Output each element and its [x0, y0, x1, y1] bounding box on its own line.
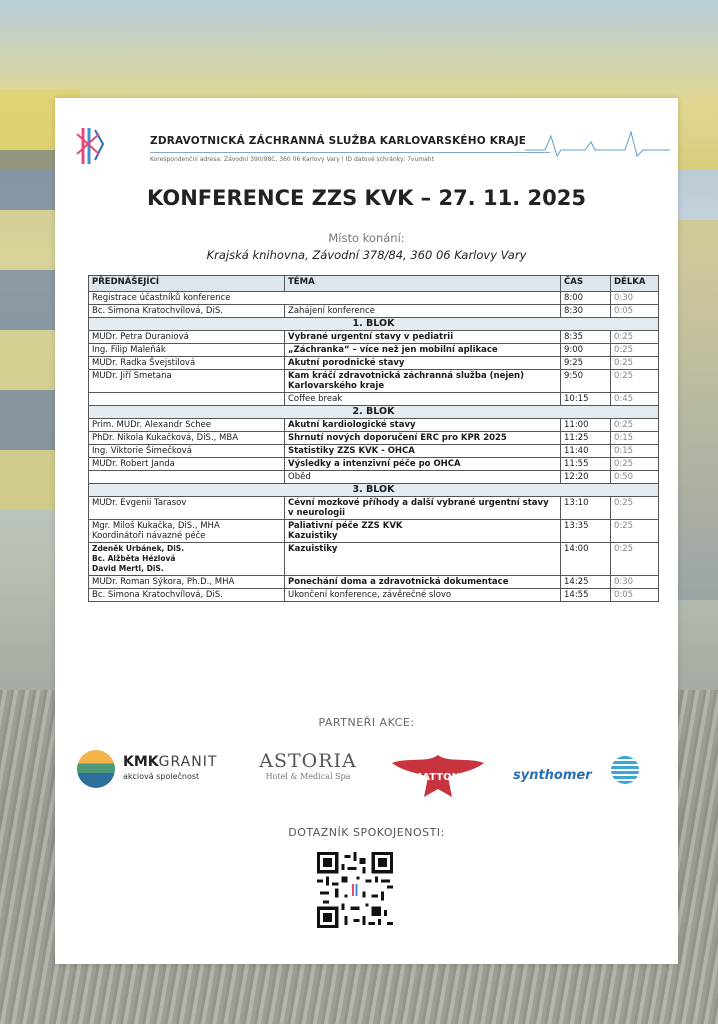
speaker-cell: PhDr. Nikola Kukačková, DiS., MBA	[89, 432, 285, 445]
speaker-cell-empty	[89, 471, 285, 484]
topic-cell: Ukončení konference, závěrečné slovo	[285, 589, 561, 602]
table-row	[89, 331, 659, 344]
duration-cell: 0:15	[611, 432, 659, 445]
speaker-cell: MUDr. Jiří Smetana	[89, 370, 285, 393]
time-cell: 8:30	[561, 305, 611, 318]
time-cell: 11:25	[561, 432, 611, 445]
speaker-line: Mgr. Miloš Kukačka, DiS., MHA	[92, 521, 220, 531]
topic-cell: Kam kráčí zdravotnická záchranná služba (nejen) Karlovarského kraje	[285, 370, 561, 393]
topic-cell: Vybrané urgentní stavy v pediatrii	[285, 331, 561, 344]
time-cell: 9:00	[561, 344, 611, 357]
partners-heading: PARTNEŘI AKCE:	[318, 716, 415, 729]
speaker-cell-empty	[89, 393, 285, 406]
duration-cell: 0:25	[611, 370, 659, 393]
topic-cell: Statistiky ZZS KVK - OHCA	[285, 445, 561, 458]
star-of-life-logo-icon	[73, 124, 109, 168]
column-header-topic: TÉMA	[285, 276, 561, 292]
speaker-line: David Mertl, DiS.	[92, 564, 164, 573]
table-row	[89, 520, 659, 543]
time-cell: 9:25	[561, 357, 611, 370]
topic-cell: Shrnutí nových doporučení ERC pro KPR 2025	[285, 432, 561, 445]
lunch-cell: Oběd	[285, 471, 561, 484]
time-cell: 13:10	[561, 497, 611, 520]
kmk-subtitle: akciová společnost	[123, 772, 200, 781]
time-cell: 9:50	[561, 370, 611, 393]
venue-label: Místo konání:	[328, 231, 405, 245]
time-cell: 12:20	[561, 471, 611, 484]
speaker-cell: Bc. Simona Kratochvílová, DiS.	[89, 589, 285, 602]
synthomer-name: synthomer	[513, 768, 592, 783]
table-row	[89, 370, 659, 393]
table-row	[89, 393, 659, 406]
column-header-duration: DÉLKA	[611, 276, 659, 292]
table-row	[89, 445, 659, 458]
table-row	[89, 543, 659, 576]
time-cell: 8:35	[561, 331, 611, 344]
topic-cell: Kazuistiky	[285, 543, 561, 576]
duration-cell: 0:30	[611, 292, 659, 305]
mattoni-name: MATTONI	[412, 772, 464, 783]
table-row	[89, 589, 659, 602]
block-header-row	[89, 406, 659, 419]
coffee-break-cell: Coffee break	[285, 393, 561, 406]
topic-cell: Cévní mozkové příhody a další vybrané urgentní stavy v neurologii	[285, 497, 561, 520]
time-cell: 14:00	[561, 543, 611, 576]
block-header-row	[89, 318, 659, 331]
time-cell: 11:55	[561, 458, 611, 471]
synthomer-globe-icon	[611, 756, 639, 784]
poster-sheet	[55, 98, 678, 964]
time-cell: 10:15	[561, 393, 611, 406]
speaker-cell	[89, 543, 285, 576]
table-header-row	[89, 276, 659, 292]
astoria-subtitle: Hotel & Medical Spa	[265, 772, 351, 781]
duration-cell: 0:25	[611, 458, 659, 471]
kmk-name: KMKGRANIT	[123, 754, 218, 770]
duration-cell: 0:25	[611, 497, 659, 520]
table-row	[89, 576, 659, 589]
duration-cell: 0:45	[611, 393, 659, 406]
speaker-cell: MUDr. Evgenii Tarasov	[89, 497, 285, 520]
kmk-mountain-icon	[77, 750, 115, 788]
speaker-line: Zdeněk Urbánek, DiS.	[92, 544, 185, 553]
partner-logo-mattoni	[388, 753, 488, 799]
topic-cell: Akutní kardiologické stavy	[285, 419, 561, 432]
speaker-line: Koordinátoři návazné péče	[92, 531, 206, 541]
duration-cell: 0:25	[611, 331, 659, 344]
topic-cell: Akutní porodnické stavy	[285, 357, 561, 370]
time-cell: 11:00	[561, 419, 611, 432]
table-row	[89, 458, 659, 471]
speaker-cell: Ing. Filip Maleňák	[89, 344, 285, 357]
topic-cell: Zahájení konference	[285, 305, 561, 318]
table-row	[89, 471, 659, 484]
block-2-label: 2. BLOK	[89, 406, 659, 419]
topic-cell: „Záchranka“ – více než jen mobilní aplikace	[285, 344, 561, 357]
page-title: KONFERENCE ZZS KVK – 27. 11. 2025	[147, 186, 586, 210]
duration-cell: 0:25	[611, 543, 659, 576]
organization-name: ZDRAVOTNICKÁ ZÁCHRANNÁ SLUŽBA KARLOVARSKÉHO KRAJE	[150, 135, 527, 147]
partner-logo-astoria	[253, 750, 363, 800]
venue-address: Krajská knihovna, Závodní 378/84, 360 06 Karlovy Vary	[206, 248, 527, 262]
time-cell: 14:25	[561, 576, 611, 589]
speaker-cell: MUDr. Petra Duraniová	[89, 331, 285, 344]
header-divider	[150, 152, 550, 153]
duration-cell: 0:30	[611, 576, 659, 589]
speaker-cell: MUDr. Radka Švejstilová	[89, 357, 285, 370]
organization-address: Korespondenční adresa: Závodní 390/98C, 360 06 Karlovy Vary | ID datové schránky: 7vumaht	[150, 156, 434, 163]
topic-cell	[285, 520, 561, 543]
partner-logo-kmk-granit	[77, 750, 237, 790]
time-cell: 14:55	[561, 589, 611, 602]
column-header-time: ČAS	[561, 276, 611, 292]
duration-cell: 0:25	[611, 357, 659, 370]
speaker-cell	[89, 520, 285, 543]
topic-line: Kazuistiky	[288, 531, 338, 541]
survey-heading[interactable]: DOTAZNÍK SPOKOJENOSTI:	[288, 826, 445, 839]
duration-cell: 0:25	[611, 344, 659, 357]
duration-cell: 0:50	[611, 471, 659, 484]
block-header-row	[89, 484, 659, 497]
partner-logo-synthomer	[513, 762, 643, 792]
ecg-line-icon	[525, 128, 670, 158]
duration-cell: 0:05	[611, 305, 659, 318]
duration-cell: 0:15	[611, 445, 659, 458]
table-row	[89, 432, 659, 445]
table-row	[89, 344, 659, 357]
table-row	[89, 419, 659, 432]
duration-cell: 0:25	[611, 520, 659, 543]
duration-cell: 0:05	[611, 589, 659, 602]
speaker-cell: Prim. MUDr. Alexandr Schee	[89, 419, 285, 432]
time-cell: 11:40	[561, 445, 611, 458]
survey-qr-code-icon[interactable]	[317, 852, 393, 928]
topic-cell: Ponechání doma a zdravotnická dokumentace	[285, 576, 561, 589]
schedule-table	[88, 275, 659, 602]
speaker-cell: Bc. Simona Kratochvílová, DiS.	[89, 305, 285, 318]
registration-cell: Registrace účastníků konference	[89, 292, 561, 305]
speaker-cell: Ing. Viktorie Šimečková	[89, 445, 285, 458]
block-3-label: 3. BLOK	[89, 484, 659, 497]
astoria-name: ASTORIA	[259, 750, 357, 772]
time-cell: 8:00	[561, 292, 611, 305]
speaker-cell: MUDr. Robert Janda	[89, 458, 285, 471]
speaker-line: Bc. Alžběta Hézlová	[92, 554, 176, 563]
table-row	[89, 497, 659, 520]
duration-cell: 0:25	[611, 419, 659, 432]
topic-cell: Výsledky a intenzivní péče po OHCA	[285, 458, 561, 471]
block-1-label: 1. BLOK	[89, 318, 659, 331]
time-cell: 13:35	[561, 520, 611, 543]
table-row	[89, 357, 659, 370]
table-row	[89, 292, 659, 305]
table-row	[89, 305, 659, 318]
column-header-speaker: PŘEDNÁŠEJÍCÍ	[89, 276, 285, 292]
speaker-cell: MUDr. Roman Sýkora, Ph.D., MHA	[89, 576, 285, 589]
topic-line: Paliativní péče ZZS KVK	[288, 521, 403, 531]
